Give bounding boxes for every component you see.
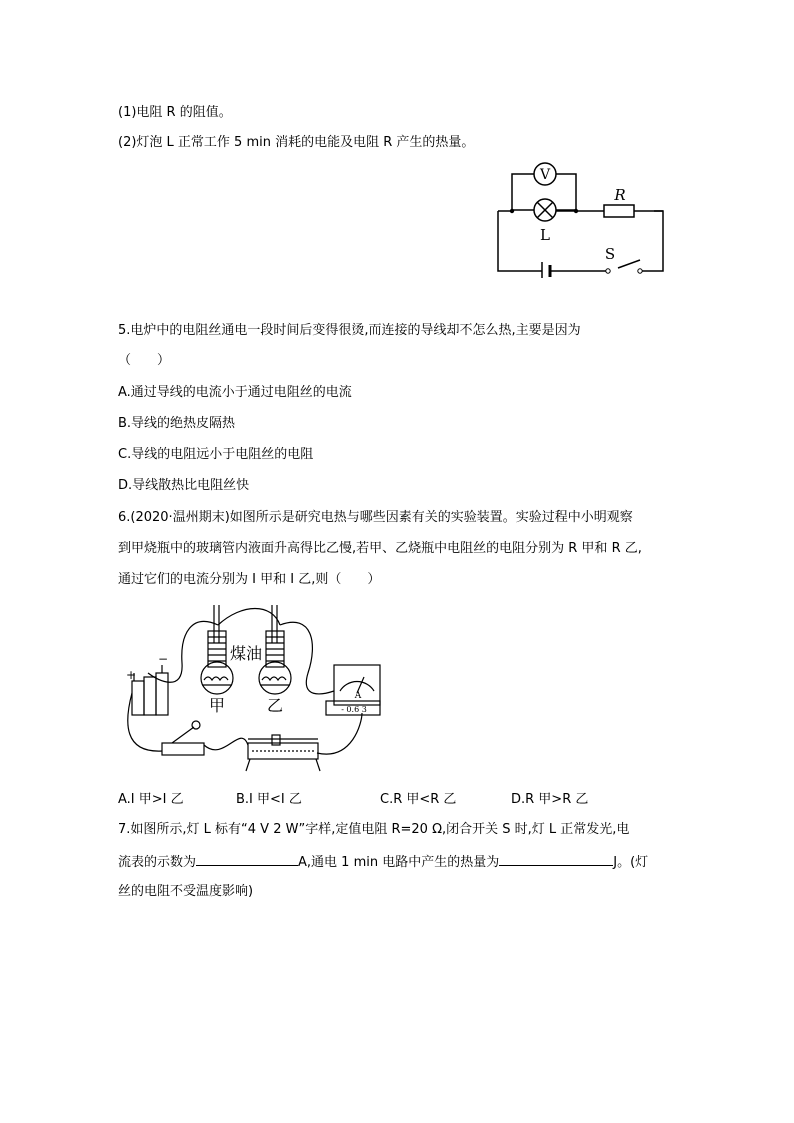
flask-b-label: 乙 (266, 696, 284, 715)
q7-line2-part2: A,通电 1 min 电路中产生的热量为 (298, 855, 500, 870)
q6-stem-line1: 6.(2020·温州期末)如图所示是研究电热与哪些因素有关的实验装置。实验过程中小明观察 (118, 510, 633, 525)
q5-option-b: B.导线的绝热皮隔热 (118, 416, 236, 431)
battery-minus-label: − (158, 652, 169, 666)
q7-line1: 7.如图所示,灯 L 标有“4 V 2 W”字样,定值电阻 R=20 Ω,闭合开关 S 时,灯 L 正常发光,电 (118, 822, 630, 837)
q4-circuit-diagram (490, 158, 675, 278)
q4-part1: (1)电阻 R 的阻值。 (118, 105, 232, 120)
q5-stem: 5.电炉中的电阻丝通电一段时间后变得很烫,而连接的导线却不怎么热,主要是因为 (118, 323, 581, 338)
kerosene-label: 煤油 (229, 644, 263, 663)
q5-option-d: D.导线散热比电阻丝快 (118, 478, 250, 493)
q6-apparatus-figure (122, 603, 384, 783)
resistor-label: R (614, 186, 626, 204)
q5-option-c: C.导线的电阻远小于电阻丝的电阻 (118, 447, 314, 462)
lamp-label: L (540, 226, 550, 244)
battery-plus-label: + (126, 668, 137, 682)
q6-stem-line2: 到甲烧瓶中的玻璃管内液面升高得比乙慢,若甲、乙烧瓶中电阻丝的电阻分别为 R 甲和 R 乙, (118, 541, 642, 556)
q6-option-b: B.I 甲<I 乙 (236, 792, 302, 807)
q7-line2 (118, 851, 648, 873)
q5-answer-paren: （ ） (118, 353, 171, 368)
q7-blank-heat[interactable] (499, 851, 613, 866)
q4-part2: (2)灯泡 L 正常工作 5 min 消耗的电能及电阻 R 产生的热量。 (118, 135, 475, 150)
q5-option-a: A.通过导线的电流小于通过电阻丝的电流 (118, 385, 352, 400)
q6-option-d: D.R 甲>R 乙 (511, 792, 589, 807)
q7-blank-current[interactable] (196, 851, 298, 866)
q7-line2-part1: 流表的示数为 (118, 855, 197, 870)
ammeter-letter: A (354, 691, 362, 701)
q6-option-c: C.R 甲<R 乙 (380, 792, 457, 807)
q6-stem-line3: 通过它们的电流分别为 I 甲和 I 乙,则（ ） (118, 572, 381, 587)
q7-line2-part3: J。(灯 (613, 855, 649, 870)
voltmeter-label: V (539, 167, 551, 183)
q6-option-a: A.I 甲>I 乙 (118, 792, 184, 807)
switch-label: S (604, 245, 616, 263)
flask-a-label: 甲 (208, 696, 226, 715)
q7-line3: 丝的电阻不受温度影响) (118, 884, 254, 899)
ammeter-scale: - 0.6 3 (341, 705, 367, 714)
